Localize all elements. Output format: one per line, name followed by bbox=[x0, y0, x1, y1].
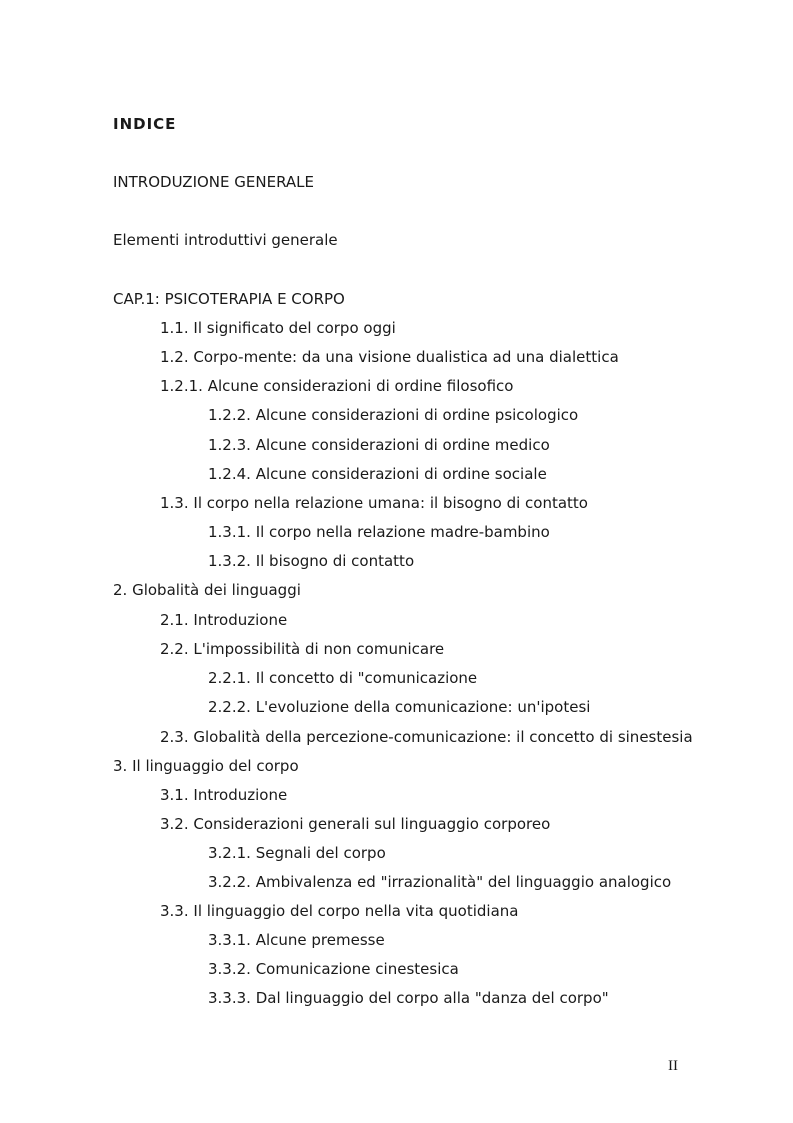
toc-entry-2: 2. Globalità dei linguaggi bbox=[113, 581, 301, 599]
toc-entry-elementi-introduttivi: Elementi introduttivi generale bbox=[113, 231, 338, 249]
toc-entry-1-2-2: 1.2.2. Alcune considerazioni di ordine psicologico bbox=[208, 406, 579, 424]
toc-entry-2-1: 2.1. Introduzione bbox=[160, 611, 288, 629]
toc-entry-cap1: CAP.1: PSICOTERAPIA E CORPO bbox=[113, 290, 345, 308]
toc-entry-3-3: 3.3. Il linguaggio del corpo nella vita quotidiana bbox=[160, 902, 519, 920]
toc-entry-3-2-2: 3.2.2. Ambivalenza ed "irrazionalità" del linguaggio analogico bbox=[208, 873, 672, 891]
toc-entry-2-3: 2.3. Globalità della percezione-comunicazione: il concetto di sinestesia bbox=[160, 728, 693, 746]
toc-entry-1-3: 1.3. Il corpo nella relazione umana: il bisogno di contatto bbox=[160, 494, 588, 512]
toc-entry-2-2: 2.2. L'impossibilità di non comunicare bbox=[160, 640, 445, 658]
toc-entry-1-3-2: 1.3.2. Il bisogno di contatto bbox=[208, 552, 415, 570]
toc-entry-3-1: 3.1. Introduzione bbox=[160, 786, 288, 804]
toc-entry-3-2-1: 3.2.1. Segnali del corpo bbox=[208, 844, 386, 862]
toc-entry-1-2-1: 1.2.1. Alcune considerazioni di ordine filosofico bbox=[160, 377, 514, 395]
toc-entry-3-3-2: 3.3.2. Comunicazione cinestesica bbox=[208, 960, 459, 978]
toc-entry-1-2: 1.2. Corpo-mente: da una visione dualistica ad una dialettica bbox=[160, 348, 619, 366]
toc-entry-1-1: 1.1. Il significato del corpo oggi bbox=[160, 319, 396, 337]
toc-entry-2-2-2: 2.2.2. L'evoluzione della comunicazione: un'ipotesi bbox=[208, 698, 591, 716]
toc-entry-1-3-1: 1.3.1. Il corpo nella relazione madre-bambino bbox=[208, 523, 550, 541]
page-number: II bbox=[668, 1058, 678, 1074]
toc-entry-1-2-4: 1.2.4. Alcune considerazioni di ordine sociale bbox=[208, 465, 547, 483]
toc-entry-introduzione-generale: INTRODUZIONE GENERALE bbox=[113, 173, 314, 191]
toc-entry-2-2-1: 2.2.1. Il concetto di "comunicazione bbox=[208, 669, 478, 687]
toc-entry-3-3-3: 3.3.3. Dal linguaggio del corpo alla "danza del corpo" bbox=[208, 989, 609, 1007]
index-title: INDICE bbox=[113, 115, 177, 133]
toc-entry-3-2: 3.2. Considerazioni generali sul linguaggio corporeo bbox=[160, 815, 551, 833]
toc-entry-3-3-1: 3.3.1. Alcune premesse bbox=[208, 931, 385, 949]
toc-entry-3: 3. Il linguaggio del corpo bbox=[113, 757, 299, 775]
toc-entry-1-2-3: 1.2.3. Alcune considerazioni di ordine medico bbox=[208, 436, 550, 454]
